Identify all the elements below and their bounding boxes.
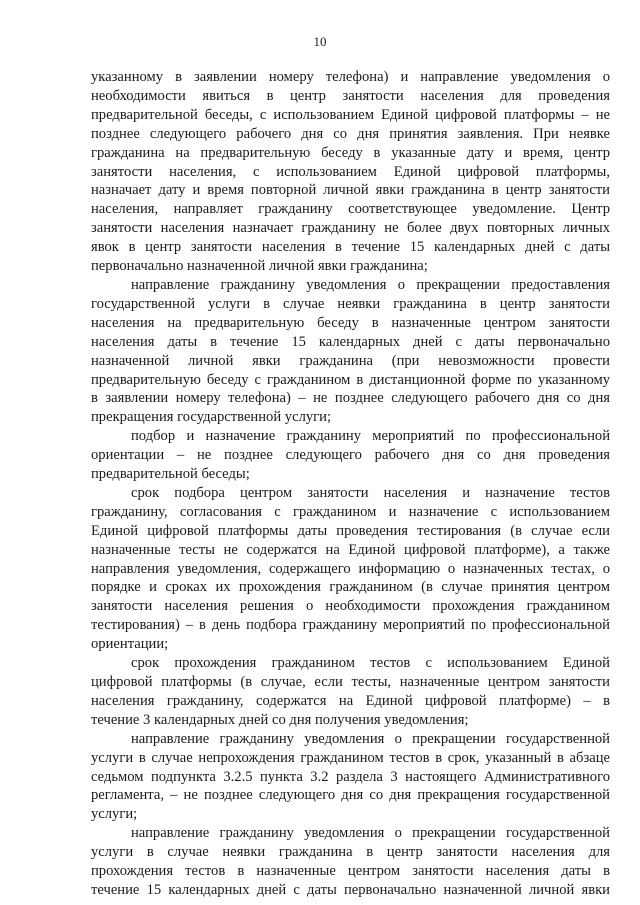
text-line: гражданину, согласования с гражданином и назначение с использованием (91, 503, 610, 520)
text-line: занятости населения назначает гражданину не более двух повторных личных (91, 220, 610, 237)
text-line: направление гражданину уведомления о прекращении предоставления (131, 276, 610, 293)
text-line: гражданина на предварительную беседу в указанные дату и время, центр (91, 144, 610, 161)
text-line: срок подбора центром занятости населения и назначение тестов (131, 484, 610, 501)
text-line: предварительную беседу с гражданином в дистанционной форме по указанному (91, 371, 610, 388)
text-line: течение 15 календарных дней с даты первоначально назначенной личной явки (91, 881, 610, 898)
document-body-text (91, 68, 610, 900)
text-line: услуги в случае неявки гражданина в центр занятости населения для (91, 844, 610, 861)
text-line: течение 3 календарных дней со дня получения уведомления; (91, 711, 469, 728)
text-line: седьмом подпункта 3.2.5 пункта 3.2 раздела 3 настоящего Административного (91, 768, 610, 785)
text-line: указанному в заявлении номеру телефона) и направление уведомления о (91, 69, 610, 85)
text-line: регламента, – не позднее следующего дня со дня прекращения государственной (91, 787, 610, 804)
text-line: позднее следующего рабочего дня со дня принятия заявления. При неявке (91, 125, 610, 142)
page-number: 10 (313, 34, 327, 49)
text-line: первоначально назначенной личной явки гражданина; (91, 258, 428, 275)
text-line: услуги; (91, 806, 138, 823)
text-line: ориентации; (91, 636, 169, 653)
text-line: необходимости явиться в центр занятости населения для проведения (91, 87, 610, 104)
text-line: населения, направляет гражданину соответствующее уведомление. Центр (91, 201, 610, 218)
text-line: государственной услуги в случае неявки гражданина в центр занятости (91, 295, 610, 312)
text-line: назначенной личной явки гражданина (при невозможности провести (91, 352, 610, 369)
text-line: населения даты в течение 15 календарных дней с даты первоначально (91, 333, 610, 350)
text-line: Единой цифровой платформы даты проведения тестирования (в случае если (91, 522, 610, 539)
text-line: срок прохождения гражданином тестов с использованием Единой (131, 655, 610, 672)
text-line: направления уведомления, содержащего информацию о назначенных тестах, о (91, 560, 610, 577)
text-line: предварительной беседы, с использованием Единой цифровой платформы – не (91, 106, 610, 123)
text-line: тестирования) – в день подбора гражданину мероприятий по профессиональной (91, 617, 610, 634)
text-line: явок в центр занятости населения в течение 15 календарных дней с даты (91, 239, 610, 256)
text-line: назначает дату и время повторной личной явки гражданина в центр занятости (91, 182, 610, 199)
text-line: прохождения тестов в назначенные центром занятости населения даты в (91, 863, 610, 880)
text-line: ориентации – не позднее следующего рабочего дня со дня проведения (91, 447, 610, 464)
text-line: населения гражданину, содержатся на Единой цифровой платформе) – в (91, 692, 610, 709)
text-line: назначенные тесты не содержатся на Единой цифровой платформе), а также (91, 541, 610, 558)
text-line: занятости населения решения о необходимости прохождения гражданином (91, 598, 610, 615)
text-line: цифровой платформы (в случае, если тесты, назначенные центром занятости (91, 674, 610, 690)
text-line: направление гражданину уведомления о прекращении государственной (131, 730, 610, 747)
text-line: услуги в случае непрохождения гражданином тестов в срок, указанный в абзаце (91, 749, 610, 766)
text-line: порядке и сроках их прохождения гражданином (в случае принятия центром (91, 579, 610, 596)
text-line: прекращения государственной услуги; (91, 409, 332, 426)
text-line: занятости населения, с использованием Единой цифровой платформы, (91, 163, 610, 180)
text-line: предварительной беседы; (91, 466, 250, 483)
text-line: в заявлении номеру телефона) – не позднее следующего рабочего дня со дня (91, 390, 610, 407)
text-line: подбор и назначение гражданину мероприятий по профессиональной (131, 428, 610, 445)
text-line: населения на предварительную беседу в назначенные центром занятости (91, 314, 610, 331)
text-line: направление гражданину уведомления о прекращении государственной (131, 825, 610, 842)
